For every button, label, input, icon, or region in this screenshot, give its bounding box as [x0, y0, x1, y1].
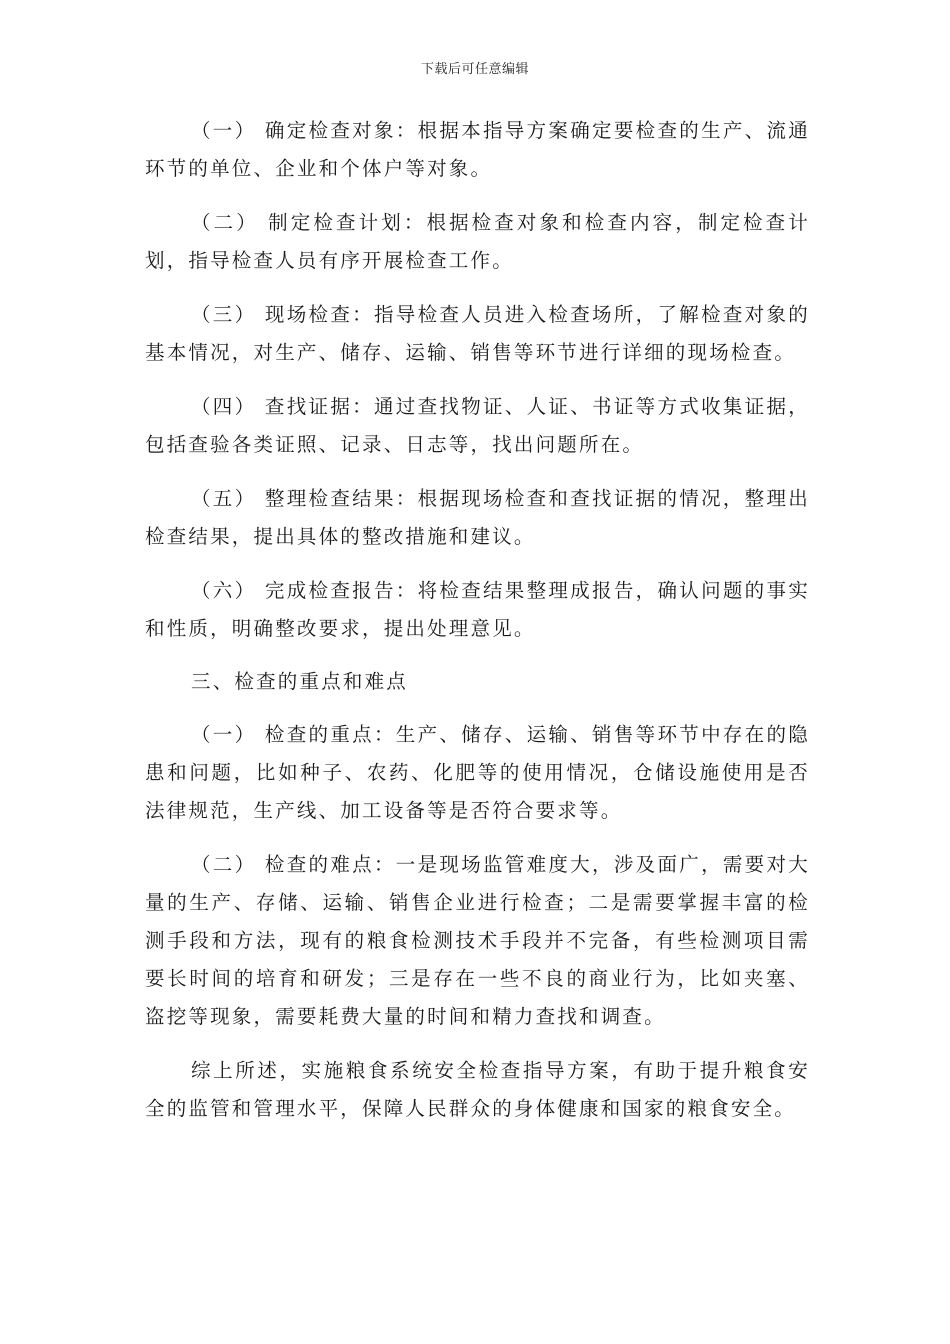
paragraph-step-4: （四） 查找证据：通过查找物证、人证、书证等方式收集证据，包括查验各类证照、记录、日志等，找出问题所在。: [145, 395, 810, 456]
paragraph-step-1: （一） 确定检查对象：根据本指导方案确定要检查的生产、流通环节的单位、企业和个体户等对象。: [145, 119, 810, 180]
paragraph-step-6: （六） 完成检查报告：将检查结果整理成报告，确认问题的事实和性质，明确整改要求，提出处理意见。: [145, 579, 810, 640]
paragraph-step-3: （三） 现场检查：指导检查人员进入检查场所，了解检查对象的基本情况，对生产、储存、运输、销售等环节进行详细的现场检查。: [145, 303, 810, 364]
paragraph-key-points: （一） 检查的重点：生产、储存、运输、销售等环节中存在的隐患和问题，比如种子、农药、化肥等的使用情况，仓储设施使用是否法律规范，生产线、加工设备等是否符合要求等。: [145, 723, 810, 822]
paragraph-difficulties: （二） 检查的难点：一是现场监管难度大，涉及面广，需要对大量的生产、存储、运输、销售企业进行检查；二是需要掌握丰富的检测手段和方法，现有的粮食检测技术手段并不完备，有些检测项目需要长时间的培育和研发；三是存在一些不良的商业行为，比如夹塞、盗挖等现象，需要耗费大量的时间和精力查找和调查。: [145, 853, 810, 1028]
document-body: [145, 112, 810, 1128]
paragraph-conclusion: 综上所述，实施粮食系统安全检查指导方案，有助于提升粮食安全的监管和管理水平，保障人民群众的身体健康和国家的粮食安全。: [145, 1059, 810, 1120]
section-heading: 三、检查的重点和难点: [191, 670, 409, 693]
header-note: 下载后可任意编辑: [420, 62, 529, 77]
paragraph-step-2: （二） 制定检查计划：根据检查对象和检查内容，制定检查计划，指导检查人员有序开展检查工作。: [145, 211, 810, 272]
paragraph-step-5: （五） 整理检查结果：根据现场检查和查找证据的情况，整理出检查结果，提出具体的整改措施和建议。: [145, 487, 810, 548]
